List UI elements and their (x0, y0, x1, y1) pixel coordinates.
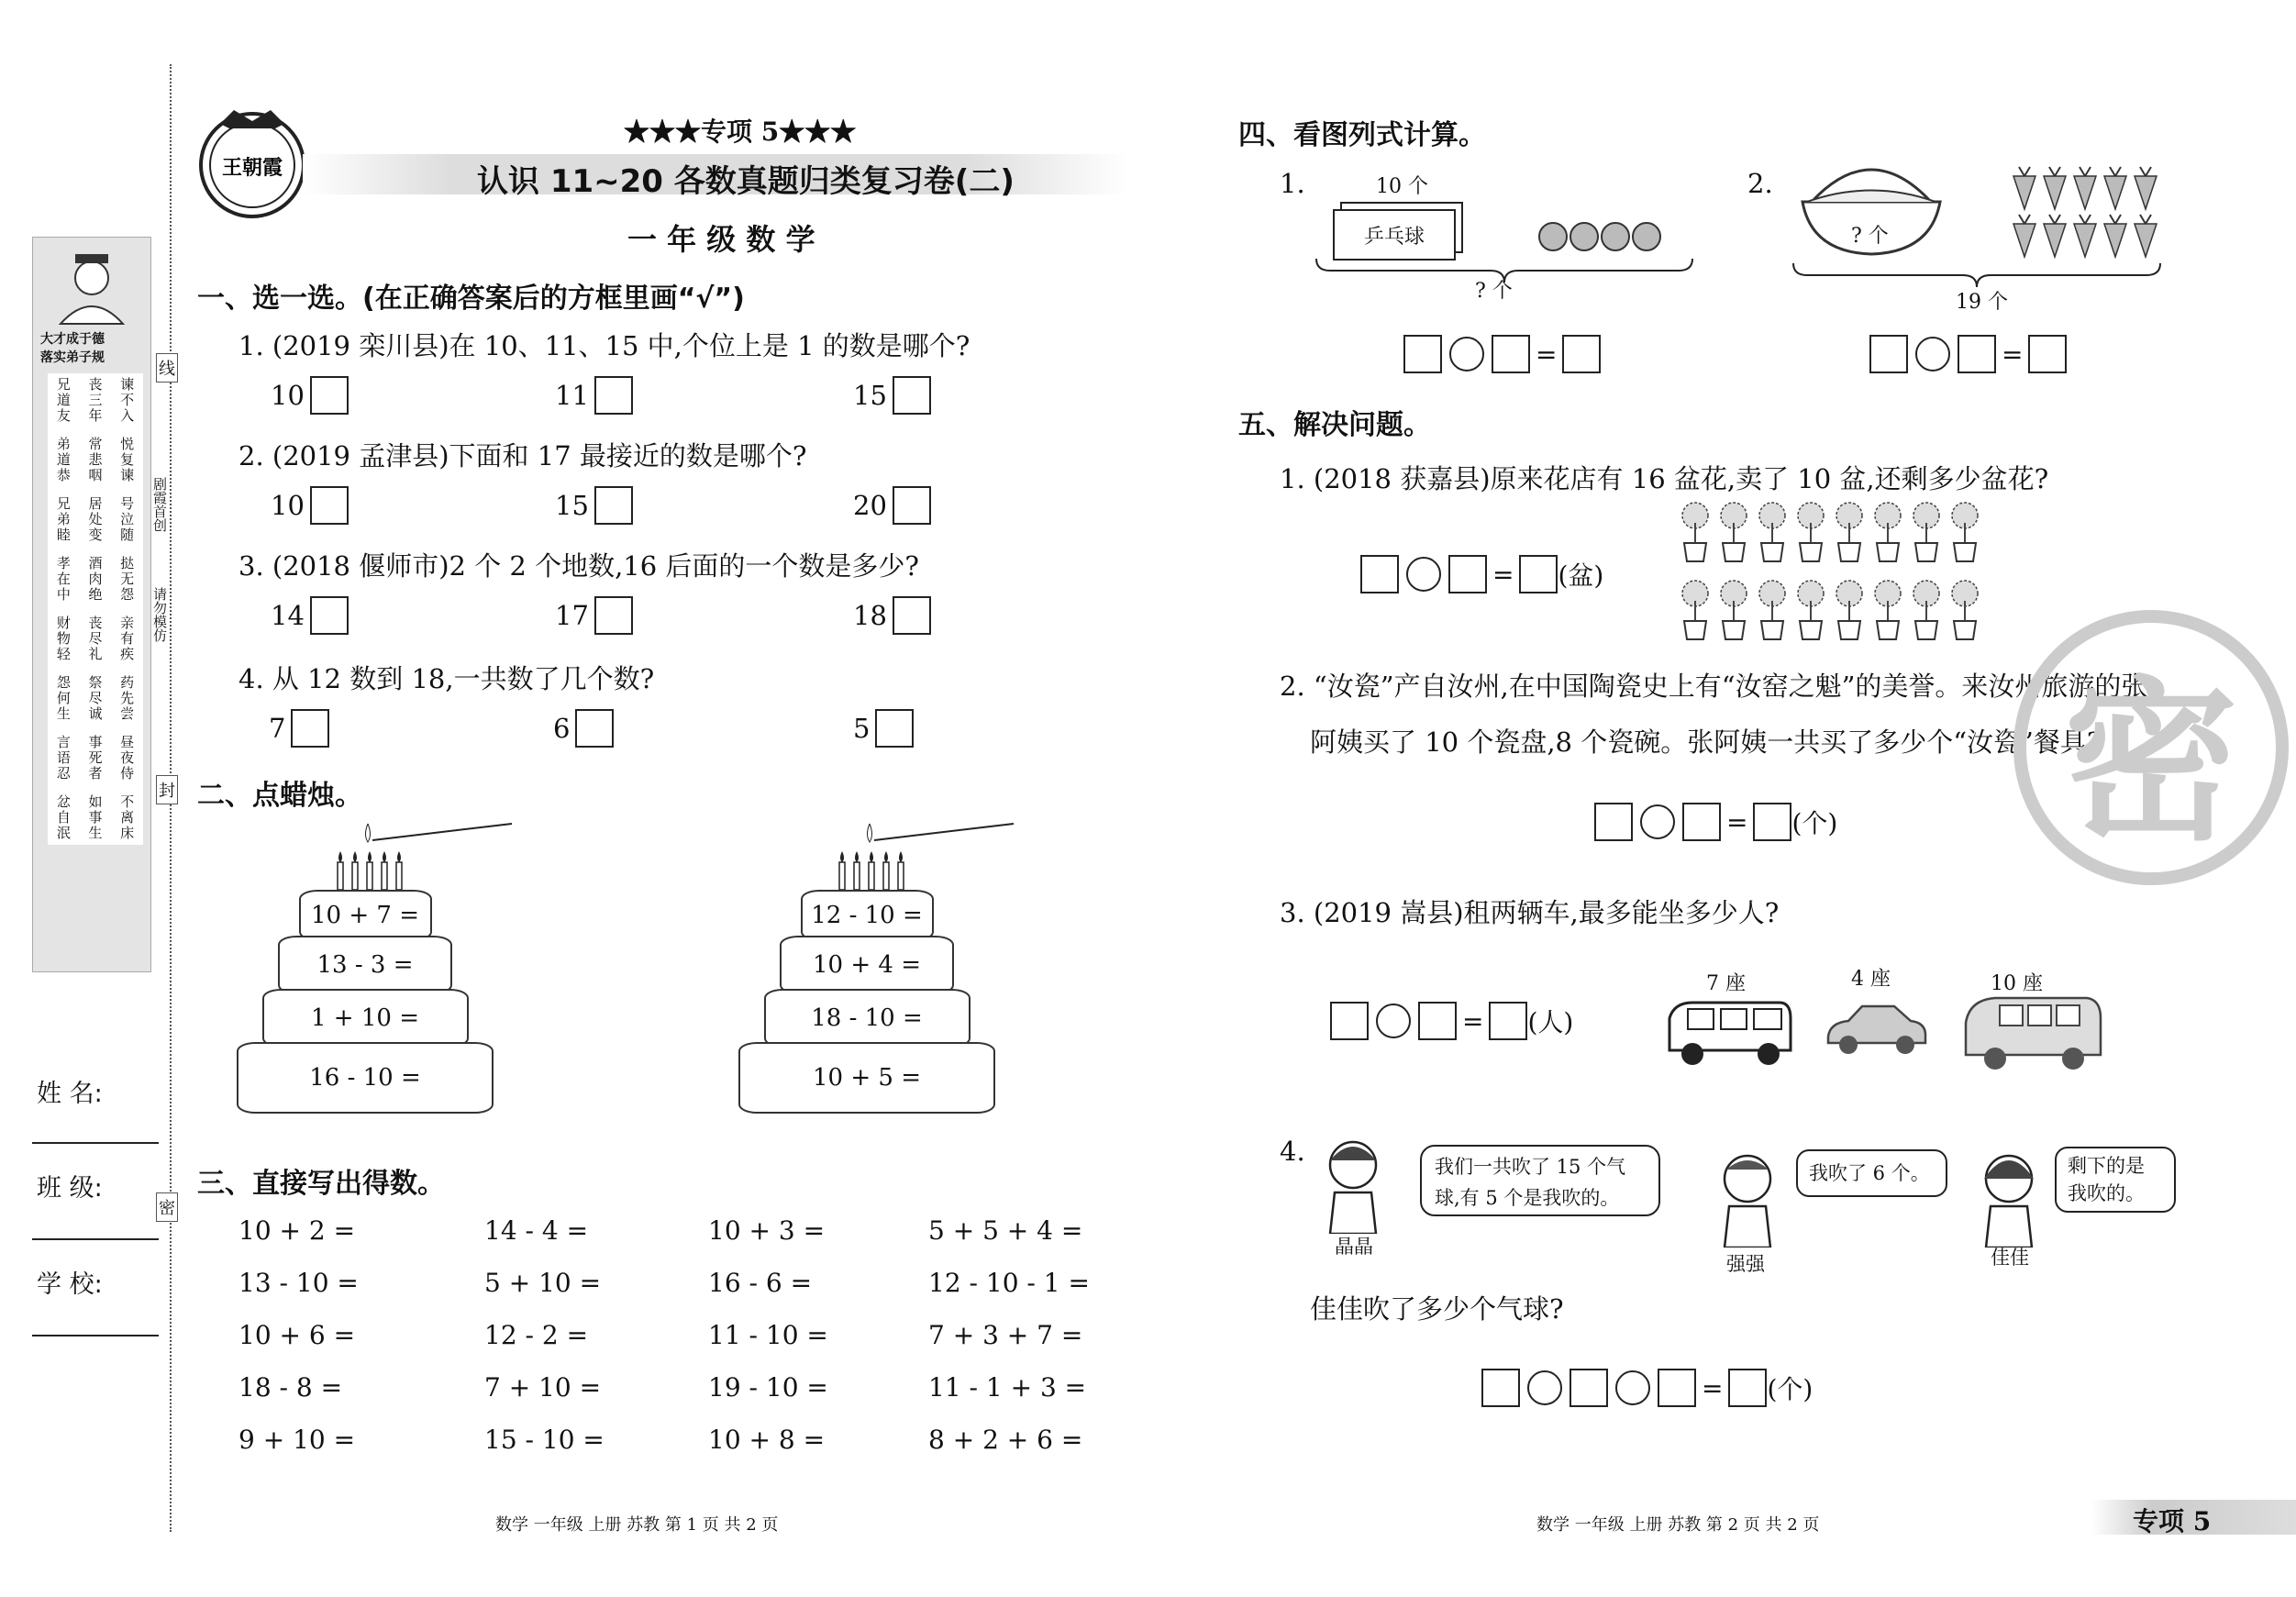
poem-line: 兄弟睦 (54, 496, 72, 543)
cake-expression: 10 + 5 = (813, 1064, 921, 1092)
option-label: 7 (269, 713, 286, 744)
poem-line: 悦复谏 (118, 437, 136, 483)
school-field[interactable] (32, 1335, 159, 1336)
s4-p1-number: 1. (1280, 168, 1305, 199)
answer-box[interactable] (1330, 1002, 1369, 1040)
option-label: 17 (555, 600, 589, 631)
answer-box[interactable] (1682, 803, 1721, 841)
operator-circle[interactable] (1915, 337, 1950, 372)
calc-item: 12 - 2 = (484, 1320, 589, 1350)
car-seat-label-1: 7 座 (1706, 972, 1746, 995)
cake-tier (299, 890, 432, 941)
operator-circle[interactable] (1449, 337, 1484, 372)
s5-q3-equation: = (人) (1330, 1002, 1573, 1040)
poem-block (48, 373, 143, 845)
bubble-1-text: 我们一共吹了 15 个气球,有 5 个是我吹的。 (1435, 1156, 1626, 1209)
checkbox[interactable] (310, 596, 349, 635)
calc-item: 16 - 6 = (708, 1268, 813, 1298)
option-label: 15 (555, 490, 589, 521)
name-jiajia: 佳佳 (1991, 1247, 2029, 1269)
answer-box[interactable] (2028, 335, 2067, 373)
s5-q4-number: 4. (1280, 1136, 1305, 1167)
calc-item: 19 - 10 = (708, 1372, 828, 1403)
s4-p2-number: 2. (1747, 168, 1773, 199)
calc-item: 7 + 10 = (484, 1372, 602, 1403)
s1-q1-option[interactable] (853, 376, 931, 415)
poem-line: 丧三年 (86, 377, 104, 424)
s4-p1-equation: = (1403, 335, 1601, 373)
sidebar-panel (32, 237, 151, 972)
calc-item: 10 + 3 = (708, 1215, 826, 1246)
bubble-2-text: 我吹了 6 个。 (1809, 1162, 1930, 1184)
option-label: 6 (553, 713, 571, 744)
calc-item: 11 - 1 + 3 = (928, 1372, 1087, 1403)
calc-item: 5 + 10 = (484, 1268, 602, 1298)
calc-item: 15 - 10 = (484, 1425, 605, 1455)
cake-tier (237, 1042, 494, 1114)
calc-item: 18 - 8 = (238, 1372, 343, 1403)
option-label: 5 (853, 713, 871, 744)
cake-tier (738, 1042, 995, 1114)
basket-label: ? 个 (1851, 225, 1889, 248)
answer-box[interactable] (1753, 803, 1791, 841)
cake-expression: 12 - 10 = (811, 902, 923, 929)
checkbox[interactable] (310, 486, 349, 525)
answer-box[interactable] (1403, 335, 1442, 373)
section4-title: 四、看图列式计算。 (1238, 119, 1486, 151)
flower-pots-icon (1677, 573, 2007, 647)
operator-circle[interactable] (1640, 804, 1675, 839)
name-label: 姓 名: (37, 1080, 103, 1108)
option-label: 20 (853, 490, 887, 521)
operator-circle[interactable] (1527, 1370, 1562, 1405)
speech-bubble-1 (1420, 1145, 1660, 1216)
answer-box[interactable] (1519, 555, 1558, 593)
small-car-icon (1821, 995, 1931, 1059)
section3-title: 三、直接写出得数。 (197, 1168, 445, 1200)
poem-line: 丧尽礼 (86, 616, 104, 662)
calc-item: 7 + 3 + 7 = (928, 1320, 1083, 1350)
s5-q4-equation: = (个) (1481, 1369, 1813, 1407)
s4-p1-top-label: 10 个 (1376, 175, 1428, 198)
answer-box[interactable] (1569, 1369, 1608, 1407)
s1-q3-option[interactable] (853, 596, 931, 635)
s1-q3-option[interactable] (271, 596, 349, 635)
calc-item: 13 - 10 = (238, 1268, 359, 1298)
bubble-3-text: 剩下的是我吹的。 (2068, 1155, 2145, 1204)
footer-right: 数学 一年级 上册 苏教 第 2 页 共 2 页 (1536, 1515, 1820, 1535)
calc-item: 12 - 10 - 1 = (928, 1268, 1090, 1298)
brand-logo (193, 101, 312, 220)
poem-line: 弟道恭 (54, 437, 72, 483)
answer-box[interactable] (1489, 1002, 1527, 1040)
calc-item: 10 + 2 = (238, 1215, 356, 1246)
checkbox[interactable] (594, 596, 633, 635)
s1-q4-option[interactable] (553, 709, 614, 748)
option-label: 14 (271, 600, 305, 631)
unit-label: (盆) (1558, 560, 1604, 591)
s5-q2-line1: 2. “汝瓷”产自汝州,在中国陶瓷史上有“汝窑之魁”的美誉。来汝州旅游的张 (1280, 671, 2148, 702)
s4-p2-brace (1789, 261, 2165, 289)
carrots-icon (2004, 158, 2169, 259)
cake-tier (262, 989, 469, 1048)
school-label: 学 校: (37, 1270, 103, 1299)
car-seat-label-3: 10 座 (1991, 972, 2043, 995)
s5-q2-line2: 阿姨买了 10 个瓷盘,8 个瓷碗。张阿姨一共买了多少个“汝瓷”餐具? (1310, 726, 2102, 758)
option-label: 10 (271, 490, 305, 521)
answer-box[interactable] (1492, 335, 1530, 373)
option-label: 11 (555, 380, 589, 411)
s5-q4-question: 佳佳吹了多少个气球? (1310, 1293, 1564, 1325)
answer-box[interactable] (1360, 555, 1399, 593)
answer-box[interactable] (1594, 803, 1633, 841)
poem-line: 谏不入 (118, 377, 136, 424)
s1-q2-text: 2. (2019 孟津县)下面和 17 最接近的数是哪个? (238, 440, 807, 471)
cake-expression: 10 + 4 = (813, 951, 921, 979)
calc-item: 5 + 5 + 4 = (928, 1215, 1083, 1246)
margin-mark-1: 线 (156, 353, 178, 383)
poem-line: 不离床 (118, 794, 136, 841)
operator-circle[interactable] (1406, 557, 1441, 592)
cake-expression: 13 - 3 = (316, 951, 414, 979)
cake-tier (780, 936, 954, 994)
poem-line: 如事生 (86, 794, 104, 841)
calc-item: 11 - 10 = (708, 1320, 828, 1350)
poem-line: 亲有疾 (118, 616, 136, 662)
section5-title: 五、解决问题。 (1238, 409, 1431, 441)
operator-circle[interactable] (1615, 1370, 1650, 1405)
s1-q4-option[interactable] (853, 709, 914, 748)
cake-tier (278, 936, 452, 994)
s5-q3-text: 3. (2019 嵩县)租两辆车,最多能坐多少人? (1280, 897, 1780, 928)
poem-line: 事死者 (86, 735, 104, 782)
cake-expression: 16 - 10 = (309, 1064, 421, 1092)
s1-q4-text: 4. 从 12 数到 18,一共数了几个数? (238, 663, 655, 694)
candles-icon (803, 815, 1032, 897)
minibus-icon (1958, 991, 2105, 1073)
answer-box[interactable] (1481, 1369, 1520, 1407)
poem-line: 财物轻 (54, 616, 72, 662)
answer-box[interactable] (1958, 335, 1996, 373)
section1-title: 一、选一选。(在正确答案后的方框里画“√”) (197, 283, 745, 315)
s5-q2-equation: = (个) (1594, 803, 1837, 841)
cake-tier (764, 989, 971, 1048)
margin-mark-3: 请勿模仿 (151, 587, 168, 642)
stamp-text: 密 (2063, 660, 2238, 864)
name-jingjing: 晶晶 (1335, 1236, 1373, 1258)
logo-text: 王朝霞 (221, 156, 283, 180)
s1-q2-option[interactable] (853, 486, 931, 525)
calc-item: 8 + 2 + 6 = (928, 1425, 1083, 1455)
checkbox[interactable] (875, 709, 914, 748)
speech-bubble-3 (2055, 1147, 2176, 1213)
s1-q3-text: 3. (2018 偃师市)2 个 2 个地数,16 后面的一个数是多少? (238, 550, 919, 582)
poem-line: 祭尽诚 (86, 675, 104, 722)
option-label: 18 (853, 600, 887, 631)
checkbox[interactable] (893, 596, 931, 635)
unit-label: (人) (1527, 1007, 1574, 1037)
poem-line: 居处变 (86, 496, 104, 543)
page-title: 认识 11~20 各数真题归类复习卷(二) (477, 163, 1015, 200)
pingpong-box (1333, 209, 1456, 261)
candles-icon (301, 815, 530, 897)
checkbox[interactable] (594, 486, 633, 525)
s4-p1-bottom-label: ? 个 (1475, 280, 1513, 303)
answer-box[interactable] (1658, 1369, 1696, 1407)
motto-1: 大才成于德 (40, 332, 105, 347)
margin-mark-2: 剧霞首创 (151, 477, 168, 532)
s1-q3-option[interactable] (555, 596, 633, 635)
footer-tag: 专项 5 (2133, 1506, 2212, 1536)
cake-expression: 18 - 10 = (811, 1004, 923, 1032)
poem-line: 昼夜侍 (118, 735, 136, 782)
s1-q1-option[interactable] (271, 376, 349, 415)
margin-mark-4: 封 (156, 775, 178, 804)
operator-circle[interactable] (1376, 1004, 1411, 1038)
calc-item: 14 - 4 = (484, 1215, 589, 1246)
calc-item: 9 + 10 = (238, 1425, 356, 1455)
pingpong-balls (1536, 218, 1674, 255)
poem-line: 兄道友 (54, 377, 72, 424)
girl-jiajia-icon (1968, 1147, 2050, 1248)
cake-tier (801, 890, 934, 941)
flower-pots-icon (1677, 495, 2007, 569)
s1-q4-option[interactable] (269, 709, 329, 748)
option-label: 10 (271, 380, 305, 411)
page-subtitle: 一 年 级 数 学 (627, 222, 815, 257)
class-field[interactable] (32, 1238, 159, 1240)
poem-line: 怨何生 (54, 675, 72, 722)
calc-item: 10 + 8 = (708, 1425, 826, 1455)
name-qiangqiang: 强强 (1726, 1253, 1765, 1275)
pingpong-box-label: 乒乓球 (1363, 225, 1425, 249)
answer-box[interactable] (1448, 555, 1487, 593)
poem-line: 挞无怨 (118, 556, 136, 603)
secret-stamp (2013, 610, 2289, 885)
boy-qiangqiang-icon (1706, 1147, 1789, 1248)
answer-box[interactable] (1728, 1369, 1767, 1407)
checkbox[interactable] (575, 709, 614, 748)
poem-line: 药先尝 (118, 675, 136, 722)
cake-expression: 1 + 10 = (311, 1004, 419, 1032)
footer-left: 数学 一年级 上册 苏教 第 1 页 共 2 页 (495, 1515, 779, 1535)
s1-q1-option[interactable] (555, 376, 633, 415)
van-icon (1660, 995, 1798, 1069)
scholar-figure-icon (33, 243, 150, 326)
option-label: 15 (853, 380, 887, 411)
checkbox[interactable] (291, 709, 329, 748)
header-badge: ★★★专项 5★★★ (624, 116, 857, 147)
motto-2: 落实弟子规 (40, 350, 105, 365)
calc-item: 10 + 6 = (238, 1320, 356, 1350)
answer-box[interactable] (1562, 335, 1601, 373)
answer-box[interactable] (1418, 1002, 1457, 1040)
cake-expression: 10 + 7 = (311, 902, 419, 929)
margin-mark-5: 密 (156, 1192, 178, 1222)
car-seat-label-2: 4 座 (1851, 968, 1891, 991)
unit-label: (个) (1791, 808, 1838, 838)
speech-bubble-2 (1796, 1149, 1947, 1197)
s1-q2-option[interactable] (555, 486, 633, 525)
checkbox[interactable] (310, 376, 349, 415)
s4-p2-bottom-label: 19 个 (1956, 291, 2008, 314)
poem-line: 言语忍 (54, 735, 72, 782)
checkbox[interactable] (594, 376, 633, 415)
answer-box[interactable] (1869, 335, 1908, 373)
section2-title: 二、点蜡烛。 (197, 780, 362, 812)
s1-q1-text: 1. (2019 栾川县)在 10、11、15 中,个位上是 1 的数是哪个? (238, 330, 971, 361)
name-field[interactable] (32, 1142, 159, 1144)
s5-q1-equation: = (盆) (1360, 555, 1603, 593)
s1-q2-option[interactable] (271, 486, 349, 525)
poem-line: 酒肉绝 (86, 556, 104, 603)
poem-line: 孝在中 (54, 556, 72, 603)
poem-line: 常悲咽 (86, 437, 104, 483)
poem-line: 忿自泯 (54, 794, 72, 841)
s5-q1-text: 1. (2018 获嘉县)原来花店有 16 盆花,卖了 10 盆,还剩多少盆花? (1280, 463, 2049, 494)
poem-line: 号泣随 (118, 496, 136, 543)
checkbox[interactable] (893, 376, 931, 415)
s4-p2-equation: = (1869, 335, 2067, 373)
class-label: 班 级: (37, 1174, 103, 1203)
checkbox[interactable] (893, 486, 931, 525)
girl-jingjing-icon (1312, 1133, 1394, 1234)
unit-label: (个) (1767, 1374, 1814, 1404)
